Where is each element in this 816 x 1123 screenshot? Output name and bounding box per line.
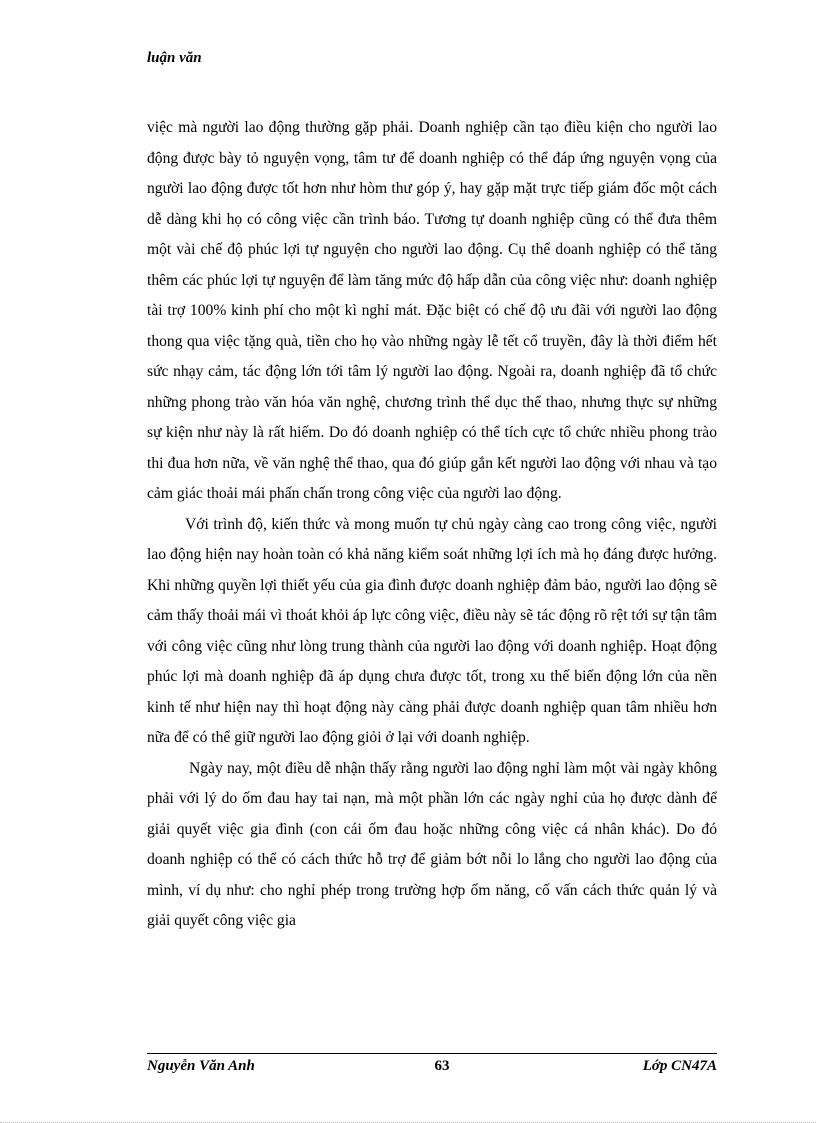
- footer-author: Nguyễn Văn Anh: [147, 1058, 255, 1074]
- footer-class-label: Lớp CN47A: [642, 1058, 717, 1074]
- paragraph-2: Với trình độ, kiến thức và mong muốn tự chủ ngày càng cao trong công việc, người lao động hiện nay hoàn toàn có khả năng kiểm soát những lợi ích mà họ đáng được hưởng. Khi những quyền lợi thiết yếu của gia đình được doanh nghiệp đảm bảo, người lao động sẽ cảm thấy thoải mái vì thoát khỏi áp lực công việc, điều này sẽ tác động rõ rệt tới sự tận tâm với công việc cũng như lòng trung thành của người lao động với doanh nghiệp. Hoạt động phúc lợi mà doanh nghiệp đã áp dụng chưa được tốt, trong xu thế biến động lớn của nền kinh tế như hiện nay thì hoạt động này càng phải được doanh nghiệp quan tâm nhiều hơn nữa để có thể giữ người lao động giỏi ở lại với doanh nghiệp.: [147, 515, 717, 746]
- page-header-title: luận văn: [147, 50, 202, 66]
- document-body: [147, 113, 717, 937]
- page-footer: [147, 1058, 717, 1080]
- paragraph-3: Ngày nay, một điều dễ nhận thấy rằng người lao động nghỉ làm một vài ngày không phải với lý do ốm đau hay tai nạn, mà một phần lớn các ngày nghỉ của họ được dành để giải quyết việc gia đình (con cái ốm đau hoặc những công việc cá nhân khác). Do đó doanh nghiệp có thể có cách thức hỗ trợ để giảm bớt nỗi lo lắng cho người lao động của mình, ví dụ như: cho nghỉ phép trong trường hợp ốm năng, cố vấn cách thức quản lý và giải quyết công việc gia: [147, 759, 717, 929]
- paragraph-1: việc mà người lao động thường gặp phải. Doanh nghiệp cần tạo điều kiện cho người lao động được bày tỏ nguyện vọng, tâm tư để doanh nghiệp có thể đáp ứng nguyện vọng của người lao động được tốt hơn như hòm thư góp ý, hay gặp mặt trực tiếp giám đốc một cách dễ dàng khi họ có công việc cần trình báo. Tương tự doanh nghiệp cũng có thể đưa thêm một vài chế độ phúc lợi tự nguyện cho người lao động. Cụ thể doanh nghiệp có thể tăng thêm các phúc lợi tự nguyện để làm tăng mức độ hấp dẫn của công việc như: doanh nghiệp tài trợ 100% kinh phí cho một kì nghỉ mát. Đặc biệt có chế độ ưu đãi với người lao động thong qua việc tặng quà, tiền cho họ vào những ngày lễ tết cổ truyền, đây là thời điểm hết sức nhạy cảm, tác động lớn tới tâm lý người lao động. Ngoài ra, doanh nghiệp đã tổ chức những phong trào văn hóa văn nghệ, chương trình thể dục thể thao, nhưng thực sự những sự kiện như này là rất hiếm. Do đó doanh nghiệp có thể tích cực tổ chức nhiều phong trào thi đua hơn nữa, về văn nghệ thể thao, qua đó giúp gắn kết người lao động với nhau và tạo cảm giác thoải mái phấn chấn trong công việc của người lao động.: [147, 119, 717, 502]
- page-number: 63: [434, 1058, 450, 1074]
- footer-divider: [147, 1053, 717, 1054]
